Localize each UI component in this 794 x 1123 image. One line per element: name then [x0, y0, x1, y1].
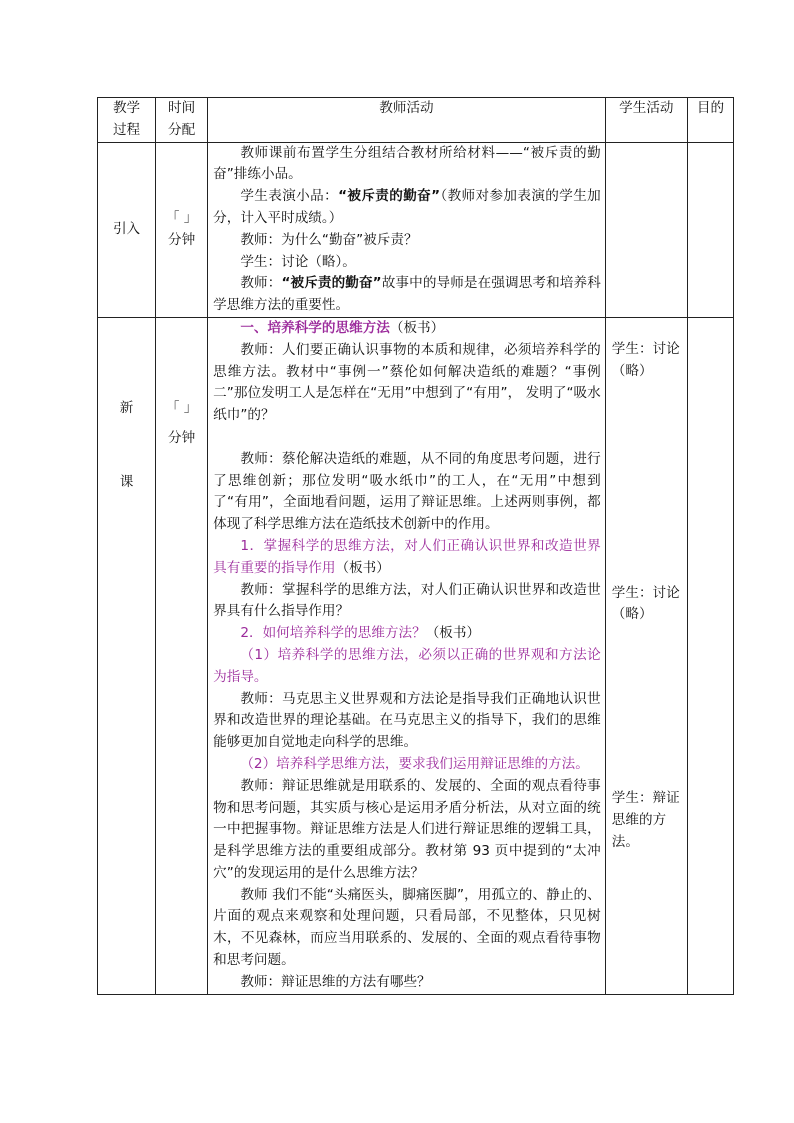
header-row [98, 98, 734, 143]
time-bracket: 「 」 [165, 209, 198, 226]
stage-char: 新 [119, 399, 134, 416]
section-heading-5: （2）培养科学思维方法，要求我们运用辩证思维的方法。 [240, 755, 589, 772]
intro-paragraph-1: 教师课前布置学生分组结合教材所给材料——“被斥责的勤奋”排练小品。 [213, 144, 601, 183]
heading-text: 2．如何培养科学的思维方法？ [240, 625, 426, 642]
section-heading-2 [213, 536, 601, 580]
new-lesson-student-activity [605, 317, 687, 994]
text-span: 故事中的导师是在强调思考和培养科学思维方法的重要性。 [213, 275, 601, 314]
heading-text: 一、培养科学的思维方法 [240, 319, 390, 336]
heading-text: 1．掌握科学的思维方法，对人们正确认识世界和改造世界具有重要的指导作用 [213, 537, 601, 576]
paragraph-3: 教师：掌握科学的思维方法，对人们正确认识世界和改造世界具有什么指导作用？ [213, 581, 601, 620]
time-bracket: 「 」 [165, 399, 198, 416]
stage-intro: 引入 [98, 142, 156, 317]
new-lesson-teacher-activity [208, 317, 606, 994]
section-heading-1 [213, 318, 601, 340]
new-lesson-row [98, 317, 734, 994]
intro-purpose [687, 142, 733, 317]
text-span: （教师对参加表演的学生加分，计入平时成绩。） [213, 188, 601, 226]
new-lesson-purpose [687, 317, 733, 994]
header-time-allocation [156, 98, 208, 143]
intro-student-activity [605, 142, 687, 317]
paragraph-4: 教师：马克思主义世界观和方法论是指导我们正确地认识世界和改造世界的理论基础。在马克思主义的指导下，我们的思维能够更加自觉地走向科学的思维。 [213, 690, 601, 751]
new-lesson-time [156, 317, 208, 994]
paragraph-2: 教师：蔡伦解决造纸的难题，从不同的角度思考问题，进行了思维创新；那位发明“吸水纸巾”的工人，在“无用”中想到了“有用”，全面地看问题，运用了辩证思维。上述两则事例，都体现了科学思维方法在造纸技术创新中的作用。 [213, 450, 601, 533]
intro-time [156, 142, 208, 317]
header-teacher-activity: 教师活动 [208, 98, 606, 143]
skit-title: “被斥责的勤奋” [338, 188, 441, 205]
intro-row [98, 142, 734, 317]
time-unit: 分钟 [168, 231, 196, 248]
student-note-1: 学生：讨论（略） [611, 340, 680, 379]
header-text: 分配 [168, 121, 196, 138]
time-unit: 分钟 [168, 429, 196, 446]
text-span: 学生表演小品： [240, 188, 339, 205]
paragraph-7: 教师：辩证思维的方法有哪些？ [240, 973, 431, 990]
header-purpose: 目的 [687, 98, 733, 143]
board-note: （板书） [425, 625, 481, 642]
header-text: 时间 [168, 100, 196, 116]
header-text: 过程 [112, 121, 141, 138]
intro-paragraph-4: 学生：讨论（略）。 [240, 253, 356, 270]
lesson-plan-table [97, 97, 734, 995]
student-note-3: 学生：辩证思维的方法。 [611, 790, 680, 850]
skit-title: “被斥责的勤奋” [281, 275, 382, 292]
intro-paragraph-2 [213, 186, 601, 230]
text-span: 教师： [240, 275, 282, 292]
student-note-2: 学生：讨论（略） [611, 584, 680, 623]
header-text: 教学 [112, 100, 141, 116]
intro-paragraph-5 [213, 273, 601, 317]
intro-teacher-activity [208, 142, 606, 317]
stage-char: 课 [119, 473, 134, 490]
paragraph-6: 教师 我们不能“头痛医头，脚痛医脚”，用孤立的、静止的、片面的观点来观察和处理问题，只看局部，不见整体，只见树木，不见森林，而应当用联系的、发展的、全面的观点看待事物和思考问题。 [213, 886, 601, 969]
paragraph-1: 教师：人们要正确认识事物的本质和规律，必须培养科学的思维方法。教材中“事例一”蔡伦如何解决造纸的难题？“事例二”那位发明工人是怎样在“无用”中想到了“有用”， 发明了“吸水纸巾”的？ [213, 341, 601, 424]
paragraph-5: 教师：辩证思维就是用联系的、发展的、全面的观点看待事物和思考问题，其实质与核心是运用矛盾分析法，从对立面的统一中把握事物。辩证思维方法是人们进行辩证思维的逻辑工具，是科学思维方法的重要组成部分。教材第 93 页中提到的“太冲穴”的发现运用的是什么思维方法？ [213, 777, 601, 881]
header-teaching-process [98, 98, 156, 143]
stage-new-lesson [98, 317, 156, 994]
section-heading-4: （1）培养科学的思维方法，必须以正确的世界观和方法论为指导。 [213, 646, 601, 685]
board-note: （板书） [389, 319, 445, 336]
header-student-activity: 学生活动 [605, 98, 687, 143]
intro-paragraph-3: 教师：为什么“勤奋”被斥责？ [240, 231, 418, 248]
board-note: （板书） [335, 559, 390, 576]
section-heading-3 [213, 623, 601, 645]
